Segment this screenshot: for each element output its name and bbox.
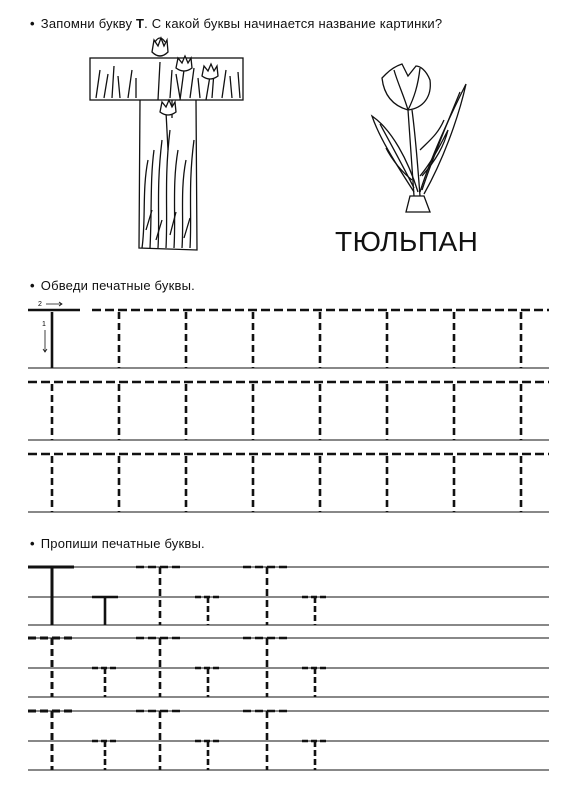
task-1-letter: Т [136,16,145,31]
bullet: • [30,16,35,31]
picture-word: ТЮЛЬПАН [335,226,479,257]
task-2-text: Обведи печатные буквы. [40,278,195,293]
task-1-text-after: . С какой буквы начинается название картинки? [144,16,443,31]
task-1-text-before: Запомни букву [40,16,136,31]
bullet: • [30,536,35,551]
task-3-text: Пропиши печатные буквы. [40,536,205,551]
bullet: • [30,278,35,293]
stroke-number-vertical: 1 [42,321,46,328]
stroke-number-horizontal: 2 [38,301,42,308]
